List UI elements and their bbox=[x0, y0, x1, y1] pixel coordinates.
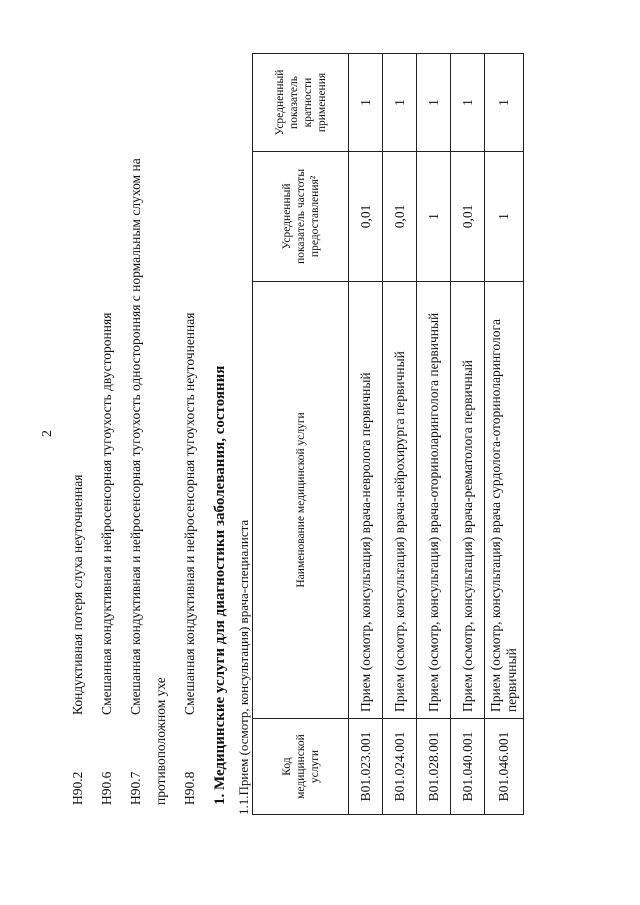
service-multiplicity: 1 bbox=[349, 54, 383, 152]
diagnosis-row bbox=[99, 85, 115, 805]
service-multiplicity: 1 bbox=[383, 54, 417, 152]
diagnosis-description: Смешанная кондуктивная и нейросенсорная тугоухость неуточненная bbox=[182, 312, 197, 715]
service-name: Прием (осмотр, консультация) врача-оториноларинголога первичный bbox=[417, 281, 451, 718]
diagnosis-code: H90.7 bbox=[128, 771, 143, 805]
service-code: B01.040.001 bbox=[451, 719, 485, 815]
table-row bbox=[383, 54, 417, 815]
service-name: Прием (осмотр, консультация) врача-невролога первичный bbox=[349, 281, 383, 718]
service-frequency: 1 bbox=[417, 151, 451, 281]
diagnosis-description: Кондуктивная потеря слуха неуточненная bbox=[70, 474, 85, 715]
service-multiplicity: 1 bbox=[417, 54, 451, 152]
diagnosis-code: H90.8 bbox=[182, 771, 197, 805]
diagnosis-description: Смешанная кондуктивная и нейросенсорная тугоухость односторонняя с нормальным слухом на bbox=[128, 158, 143, 715]
service-name: Прием (осмотр, консультация) врача-ревматолога первичный bbox=[451, 281, 485, 718]
service-code: B01.028.001 bbox=[417, 719, 451, 815]
services-table bbox=[252, 53, 524, 815]
header-name: Наименование медицинской услуги bbox=[253, 281, 349, 718]
diagnosis-list bbox=[70, 85, 211, 805]
diagnosis-continuation: противоположном ухе bbox=[153, 677, 168, 805]
page-number: 2 bbox=[40, 430, 55, 437]
diagnosis-row bbox=[70, 85, 86, 805]
header-code: Код медицинской услуги bbox=[253, 719, 349, 815]
table-row bbox=[349, 54, 383, 815]
table-header-row bbox=[253, 54, 349, 815]
section-title: 1. Медицинские услуги для диагностики заболевания, состояния bbox=[212, 365, 228, 805]
service-multiplicity: 1 bbox=[451, 54, 485, 152]
service-frequency: 0,01 bbox=[349, 151, 383, 281]
service-multiplicity: 1 bbox=[485, 54, 524, 152]
table-row bbox=[417, 54, 451, 815]
diagnosis-row bbox=[128, 85, 144, 805]
service-name: Прием (осмотр, консультация) врача сурдолога-оториноларинголога первичный bbox=[485, 281, 524, 718]
diagnosis-code: H90.2 bbox=[70, 771, 85, 805]
subsection-title: 1.1.Прием (осмотр, консультация) врача-специалиста bbox=[236, 519, 251, 815]
service-frequency: 0,01 bbox=[383, 151, 417, 281]
header-multiplicity: Усредненный показатель кратности применения bbox=[253, 54, 349, 152]
diagnosis-description: Смешанная кондуктивная и нейросенсорная тугоухость двусторонняя bbox=[99, 312, 114, 715]
diagnosis-code: H90.6 bbox=[99, 771, 114, 805]
service-code: B01.024.001 bbox=[383, 719, 417, 815]
service-code: B01.023.001 bbox=[349, 719, 383, 815]
header-frequency: Усредненный показатель частоты предоставления² bbox=[253, 151, 349, 281]
service-code: B01.046.001 bbox=[485, 719, 524, 815]
diagnosis-row bbox=[182, 85, 198, 805]
service-frequency: 1 bbox=[485, 151, 524, 281]
service-name: Прием (осмотр, консультация) врача-нейрохирурга первичный bbox=[383, 281, 417, 718]
service-frequency: 0,01 bbox=[451, 151, 485, 281]
table-row bbox=[485, 54, 524, 815]
table-row bbox=[451, 54, 485, 815]
